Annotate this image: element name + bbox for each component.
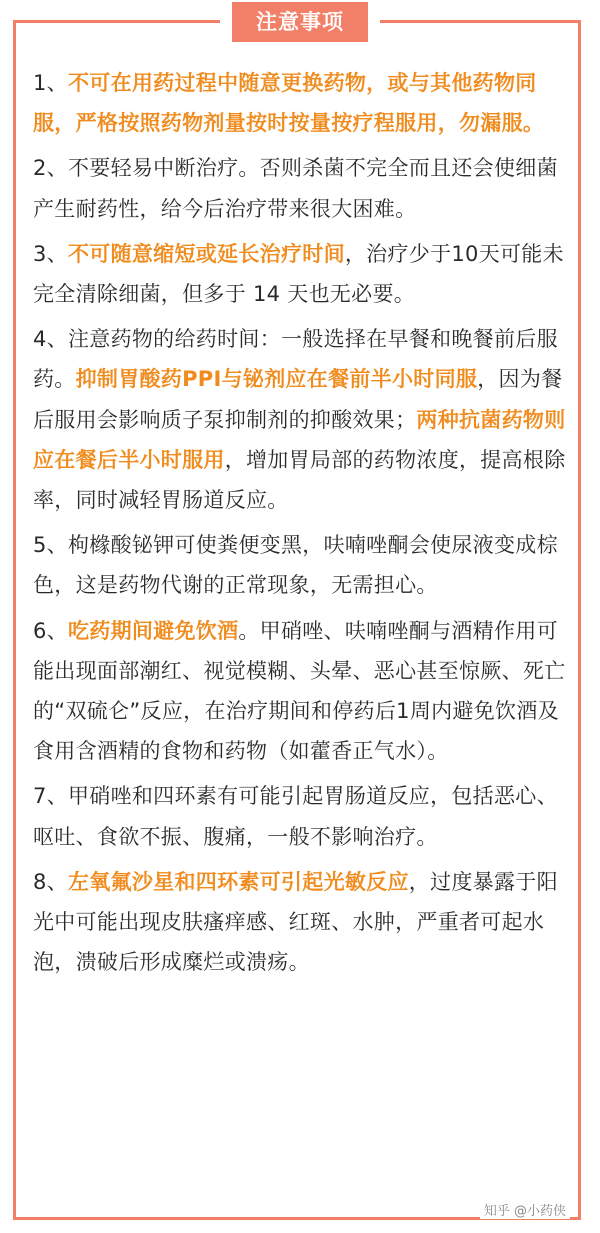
title-badge: 注意事项 xyxy=(232,2,368,42)
list-item xyxy=(33,525,568,605)
item-number: 1、 xyxy=(33,71,68,95)
list-item xyxy=(33,148,568,228)
item-text: ，因为餐后服用会影响质子泵抑制剂的抑酸效果； xyxy=(33,367,563,432)
highlight-text: 抑制胃酸药PPI与铋剂应在餐前半小时同服 xyxy=(75,367,478,392)
item-text: ，过度暴露于阳光中可能出现皮肤瘙痒感、红斑、水肿，严重者可起水泡，溃破后形成糜烂或溃疡。 xyxy=(33,869,558,975)
highlight-text: 吃药期间避免饮酒 xyxy=(67,618,239,643)
item-number: 7、 xyxy=(33,784,68,809)
notice-list xyxy=(33,63,568,987)
item-text: 枸橼酸铋钾可使粪便变黑，呋喃唑酮会使尿液变成棕色，这是药物代谢的正常现象，无需担心。 xyxy=(33,533,558,598)
list-item xyxy=(33,862,568,983)
list-item xyxy=(33,63,568,143)
list-item xyxy=(33,776,568,856)
highlight-text: 左氧氟沙星和四环素可引起光敏反应 xyxy=(67,869,409,894)
item-text: 注意药物的给药时间：一般选择在早餐和晚餐前后服药。 xyxy=(33,327,558,392)
item-number: 8、 xyxy=(33,869,68,894)
highlight-text: 不可在用药过程中随意更换药物，或与其他药物同服，严格按照药物剂量按时按量按疗程服用，勿漏服。 xyxy=(33,71,545,136)
item-number: 6、 xyxy=(33,618,68,643)
item-number: 5、 xyxy=(33,533,68,558)
list-item xyxy=(33,611,568,772)
item-text: ，增加胃局部的药物浓度，提高根除率，同时减轻胃肠道反应。 xyxy=(33,447,566,513)
list-item xyxy=(33,319,568,520)
item-text: 甲硝唑和四环素有可能引起胃肠道反应，包括恶心、呕吐、食欲不振、腹痛，一般不影响治疗。 xyxy=(33,784,558,849)
item-number: 2、 xyxy=(33,156,68,181)
watermark: 知乎 @小药侠 xyxy=(480,1200,570,1219)
item-text: 不要轻易中断治疗。否则杀菌不完全而且还会使细菌产生耐药性，给今后治疗带来很大困难。 xyxy=(33,156,558,221)
highlight-text: 不可随意缩短或延长治疗时间 xyxy=(67,241,345,266)
list-item xyxy=(33,234,568,314)
item-text: 。甲硝唑、呋喃唑酮与酒精作用可能出现面部潮红、视觉模糊、头晕、恶心甚至惊厥、死亡的“双硫仑”反应，在治疗期间和停药后1周内避免饮酒及食用含酒精的食物和药物（如藿香正气水）。 xyxy=(33,618,566,764)
highlight-text: 两种抗菌药物则应在餐后半小时服用 xyxy=(33,407,566,472)
item-number: 3、 xyxy=(33,241,68,266)
item-number: 4、 xyxy=(33,327,68,352)
item-text: ，治疗少于10天可能未完全清除细菌，但多于 14 天也无必要。 xyxy=(33,241,564,307)
